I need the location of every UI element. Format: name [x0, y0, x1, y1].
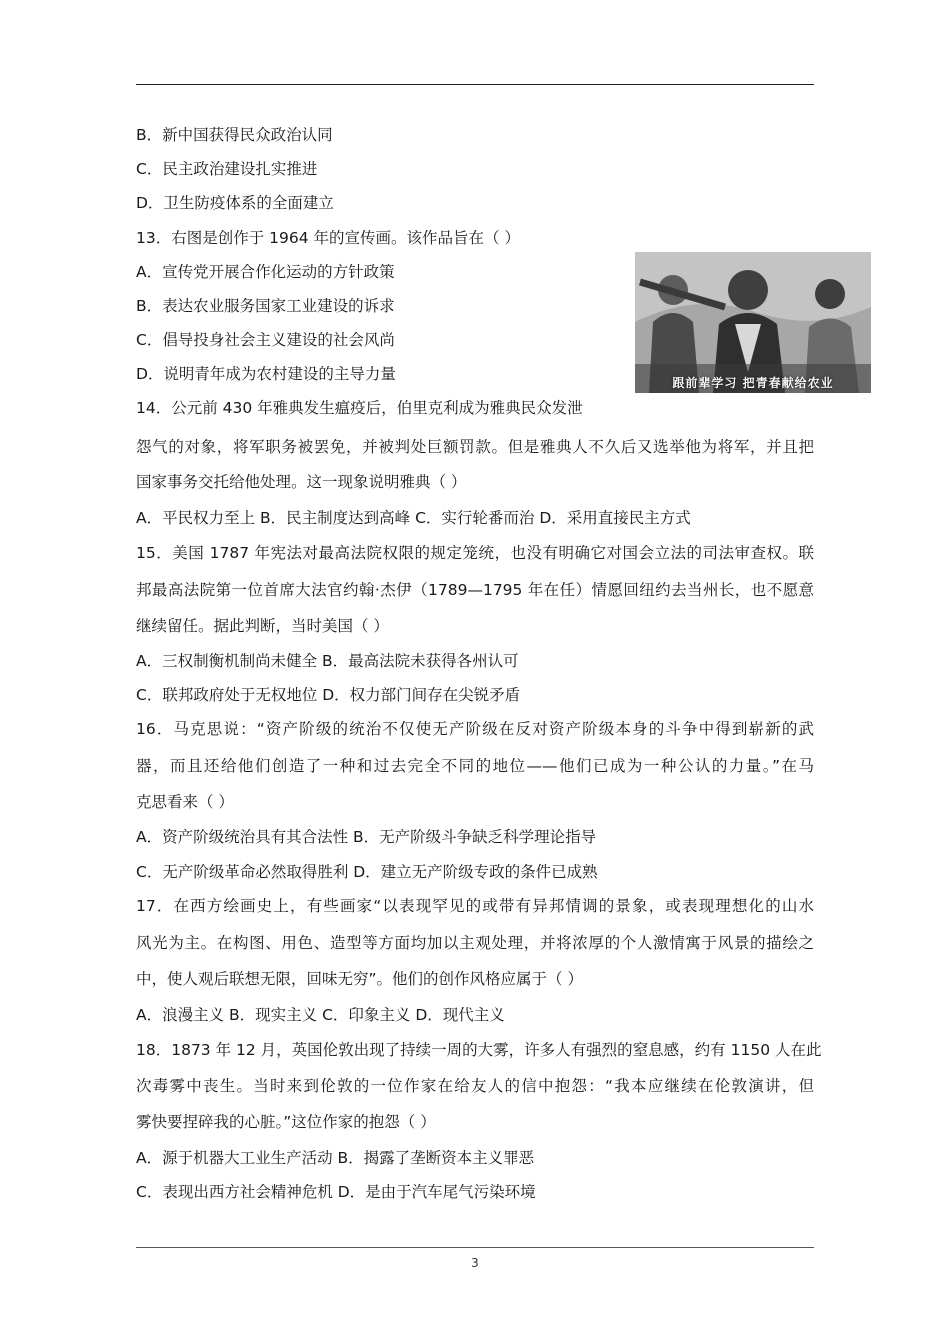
option-b-q13: B．表达农业服务国家工业建设的诉求 [136, 297, 395, 315]
options-q17: A．浪漫主义 B．现实主义 C．印象主义 D．现代主义 [136, 1006, 505, 1024]
options-q18-row-2: C．表现出西方社会精神危机 D．是由于汽车尾气污染环境 [136, 1183, 536, 1201]
propaganda-poster-image [635, 252, 871, 393]
question-14-stem-line-2: 怨气的对象，将军职务被罢免，并被判处巨额罚款。但是雅典人不久后又选举他为将军，并且把 [136, 438, 814, 456]
page-number: 3 [471, 1256, 479, 1270]
question-18-stem-line-2: 次毒雾中丧生。当时来到伦敦的一位作家在给友人的信中抱怨：“我本应继续在伦敦演讲，但 [136, 1077, 814, 1095]
question-18-stem-line-3: 雾快要捏碎我的心脏。”这位作家的抱怨（ ） [136, 1113, 436, 1131]
question-16-stem-line-3: 克思看来（ ） [136, 793, 234, 811]
question-14-stem-line-3: 国家事务交托给他处理。这一现象说明雅典（ ） [136, 473, 467, 491]
poster-caption: 跟前辈学习 把青春献给农业 [672, 376, 834, 390]
option-b-q12: B．新中国获得民众政治认同 [136, 126, 333, 144]
question-16-stem-line-2: 器，而且还给他们创造了一种和过去完全不同的地位——他们已成为一种公认的力量。”在马 [136, 757, 814, 775]
options-q15-row-2: C．联邦政府处于无权地位 D．权力部门间存在尖锐矛盾 [136, 686, 521, 704]
question-15-stem-line-3: 继续留任。据此判断，当时美国（ ） [136, 617, 389, 635]
option-d-q13: D．说明青年成为农村建设的主导力量 [136, 365, 396, 383]
option-d-q12: D．卫生防疫体系的全面建立 [136, 194, 334, 212]
options-q15-row-1: A．三权制衡机制尚未健全 B．最高法院未获得各州认可 [136, 652, 519, 670]
question-15-stem-line-1: 15．美国 1787 年宪法对最高法院权限的规定笼统，也没有明确它对国会立法的司法审查权。联 [136, 544, 814, 562]
question-17-stem-line-3: 中，使人观后联想无限，回味无穷”。他们的创作风格应属于（ ） [136, 970, 583, 988]
options-q18-row-1: A．源于机器大工业生产活动 B．揭露了垄断资本主义罪恶 [136, 1149, 535, 1167]
question-18-stem-line-1: 18．1873 年 12 月，英国伦敦出现了持续一周的大雾，许多人有强烈的窒息感，约有 1150 人在此 [136, 1041, 822, 1059]
footer-rule [136, 1247, 814, 1248]
options-q16-row-2: C．无产阶级革命必然取得胜利 D．建立无产阶级专政的条件已成熟 [136, 863, 598, 881]
question-15-stem-line-2: 邦最高法院第一位首席大法官约翰·杰伊（1789—1795 年在任）情愿回纽约去当州长，也不愿意 [136, 581, 814, 599]
question-16-stem-line-1: 16．马克思说：“资产阶级的统治不仅使无产阶级在反对资产阶级本身的斗争中得到崭新的武 [136, 720, 814, 738]
options-q16-row-1: A．资产阶级统治具有其合法性 B．无产阶级斗争缺乏科学理论指导 [136, 828, 597, 846]
question-17-stem-line-2: 风光为主。在构图、用色、造型等方面均加以主观处理，并将浓厚的个人激情寓于风景的描绘之 [136, 934, 814, 952]
question-13-stem: 13．右图是创作于 1964 年的宣传画。该作品旨在（ ） [136, 229, 520, 247]
option-c-q12: C．民主政治建设扎实推进 [136, 160, 318, 178]
header-rule [136, 84, 814, 85]
poster-figures-icon [635, 252, 871, 393]
options-q14: A．平民权力至上 B．民主制度达到高峰 C．实行轮番而治 D．采用直接民主方式 [136, 509, 691, 527]
option-c-q13: C．倡导投身社会主义建设的社会风尚 [136, 331, 395, 349]
question-14-stem-line-1: 14．公元前 430 年雅典发生瘟疫后，伯里克利成为雅典民众发泄 [136, 399, 583, 417]
option-a-q13: A．宣传党开展合作化运动的方针政策 [136, 263, 395, 281]
question-17-stem-line-1: 17．在西方绘画史上，有些画家“以表现罕见的或带有异邦情调的景象，或表现理想化的山水 [136, 897, 814, 915]
